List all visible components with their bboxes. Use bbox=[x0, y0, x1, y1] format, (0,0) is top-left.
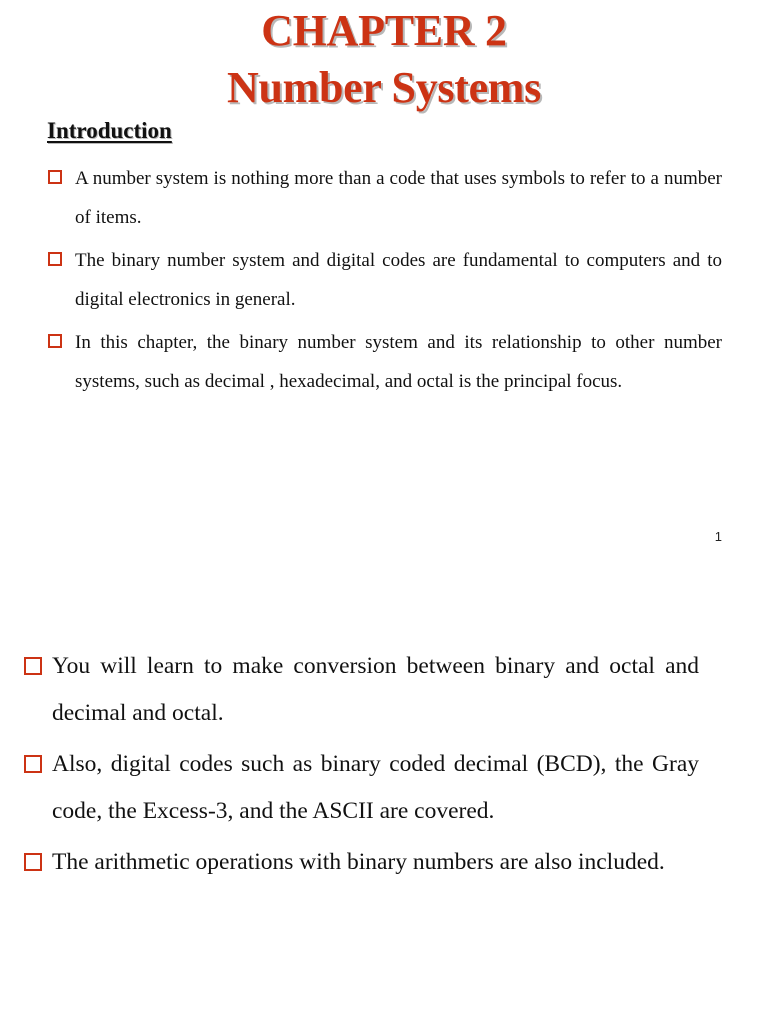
square-bullet-icon bbox=[24, 853, 42, 871]
introduction-bullet-list bbox=[48, 160, 722, 406]
bullet-text: The arithmetic operations with binary numbers are also included. bbox=[52, 849, 665, 875]
bullet-text: You will learn to make conversion between binary and octal and decimal and octal. bbox=[52, 653, 699, 726]
list-item bbox=[48, 324, 722, 401]
list-item bbox=[24, 839, 699, 886]
list-item bbox=[48, 242, 722, 319]
chapter-number-title: CHAPTER 2 bbox=[261, 6, 507, 55]
topics-bullet-list bbox=[24, 643, 699, 891]
list-item bbox=[48, 160, 722, 237]
bullet-text: In this chapter, the binary number system and its relationship to other number systems, such as decimal , hexadecimal, and octal is the principal focus. bbox=[75, 332, 722, 392]
list-item bbox=[24, 741, 699, 834]
bullet-text: A number system is nothing more than a code that uses symbols to refer to a number of items. bbox=[75, 168, 722, 228]
slide-2 bbox=[0, 580, 768, 1024]
square-bullet-icon bbox=[48, 170, 62, 184]
square-bullet-icon bbox=[24, 657, 42, 675]
square-bullet-icon bbox=[48, 252, 62, 266]
introduction-heading: Introduction bbox=[47, 118, 172, 143]
bullet-text: Also, digital codes such as binary coded decimal (BCD), the Gray code, the Excess-3, and the ASCII are covered. bbox=[52, 751, 699, 824]
square-bullet-icon bbox=[24, 755, 42, 773]
chapter-name-title: Number Systems bbox=[227, 63, 541, 112]
square-bullet-icon bbox=[48, 334, 62, 348]
list-item bbox=[24, 643, 699, 736]
page-number: 1 bbox=[714, 529, 722, 544]
bullet-text: The binary number system and digital codes are fundamental to computers and to digital electronics in general. bbox=[75, 250, 722, 310]
